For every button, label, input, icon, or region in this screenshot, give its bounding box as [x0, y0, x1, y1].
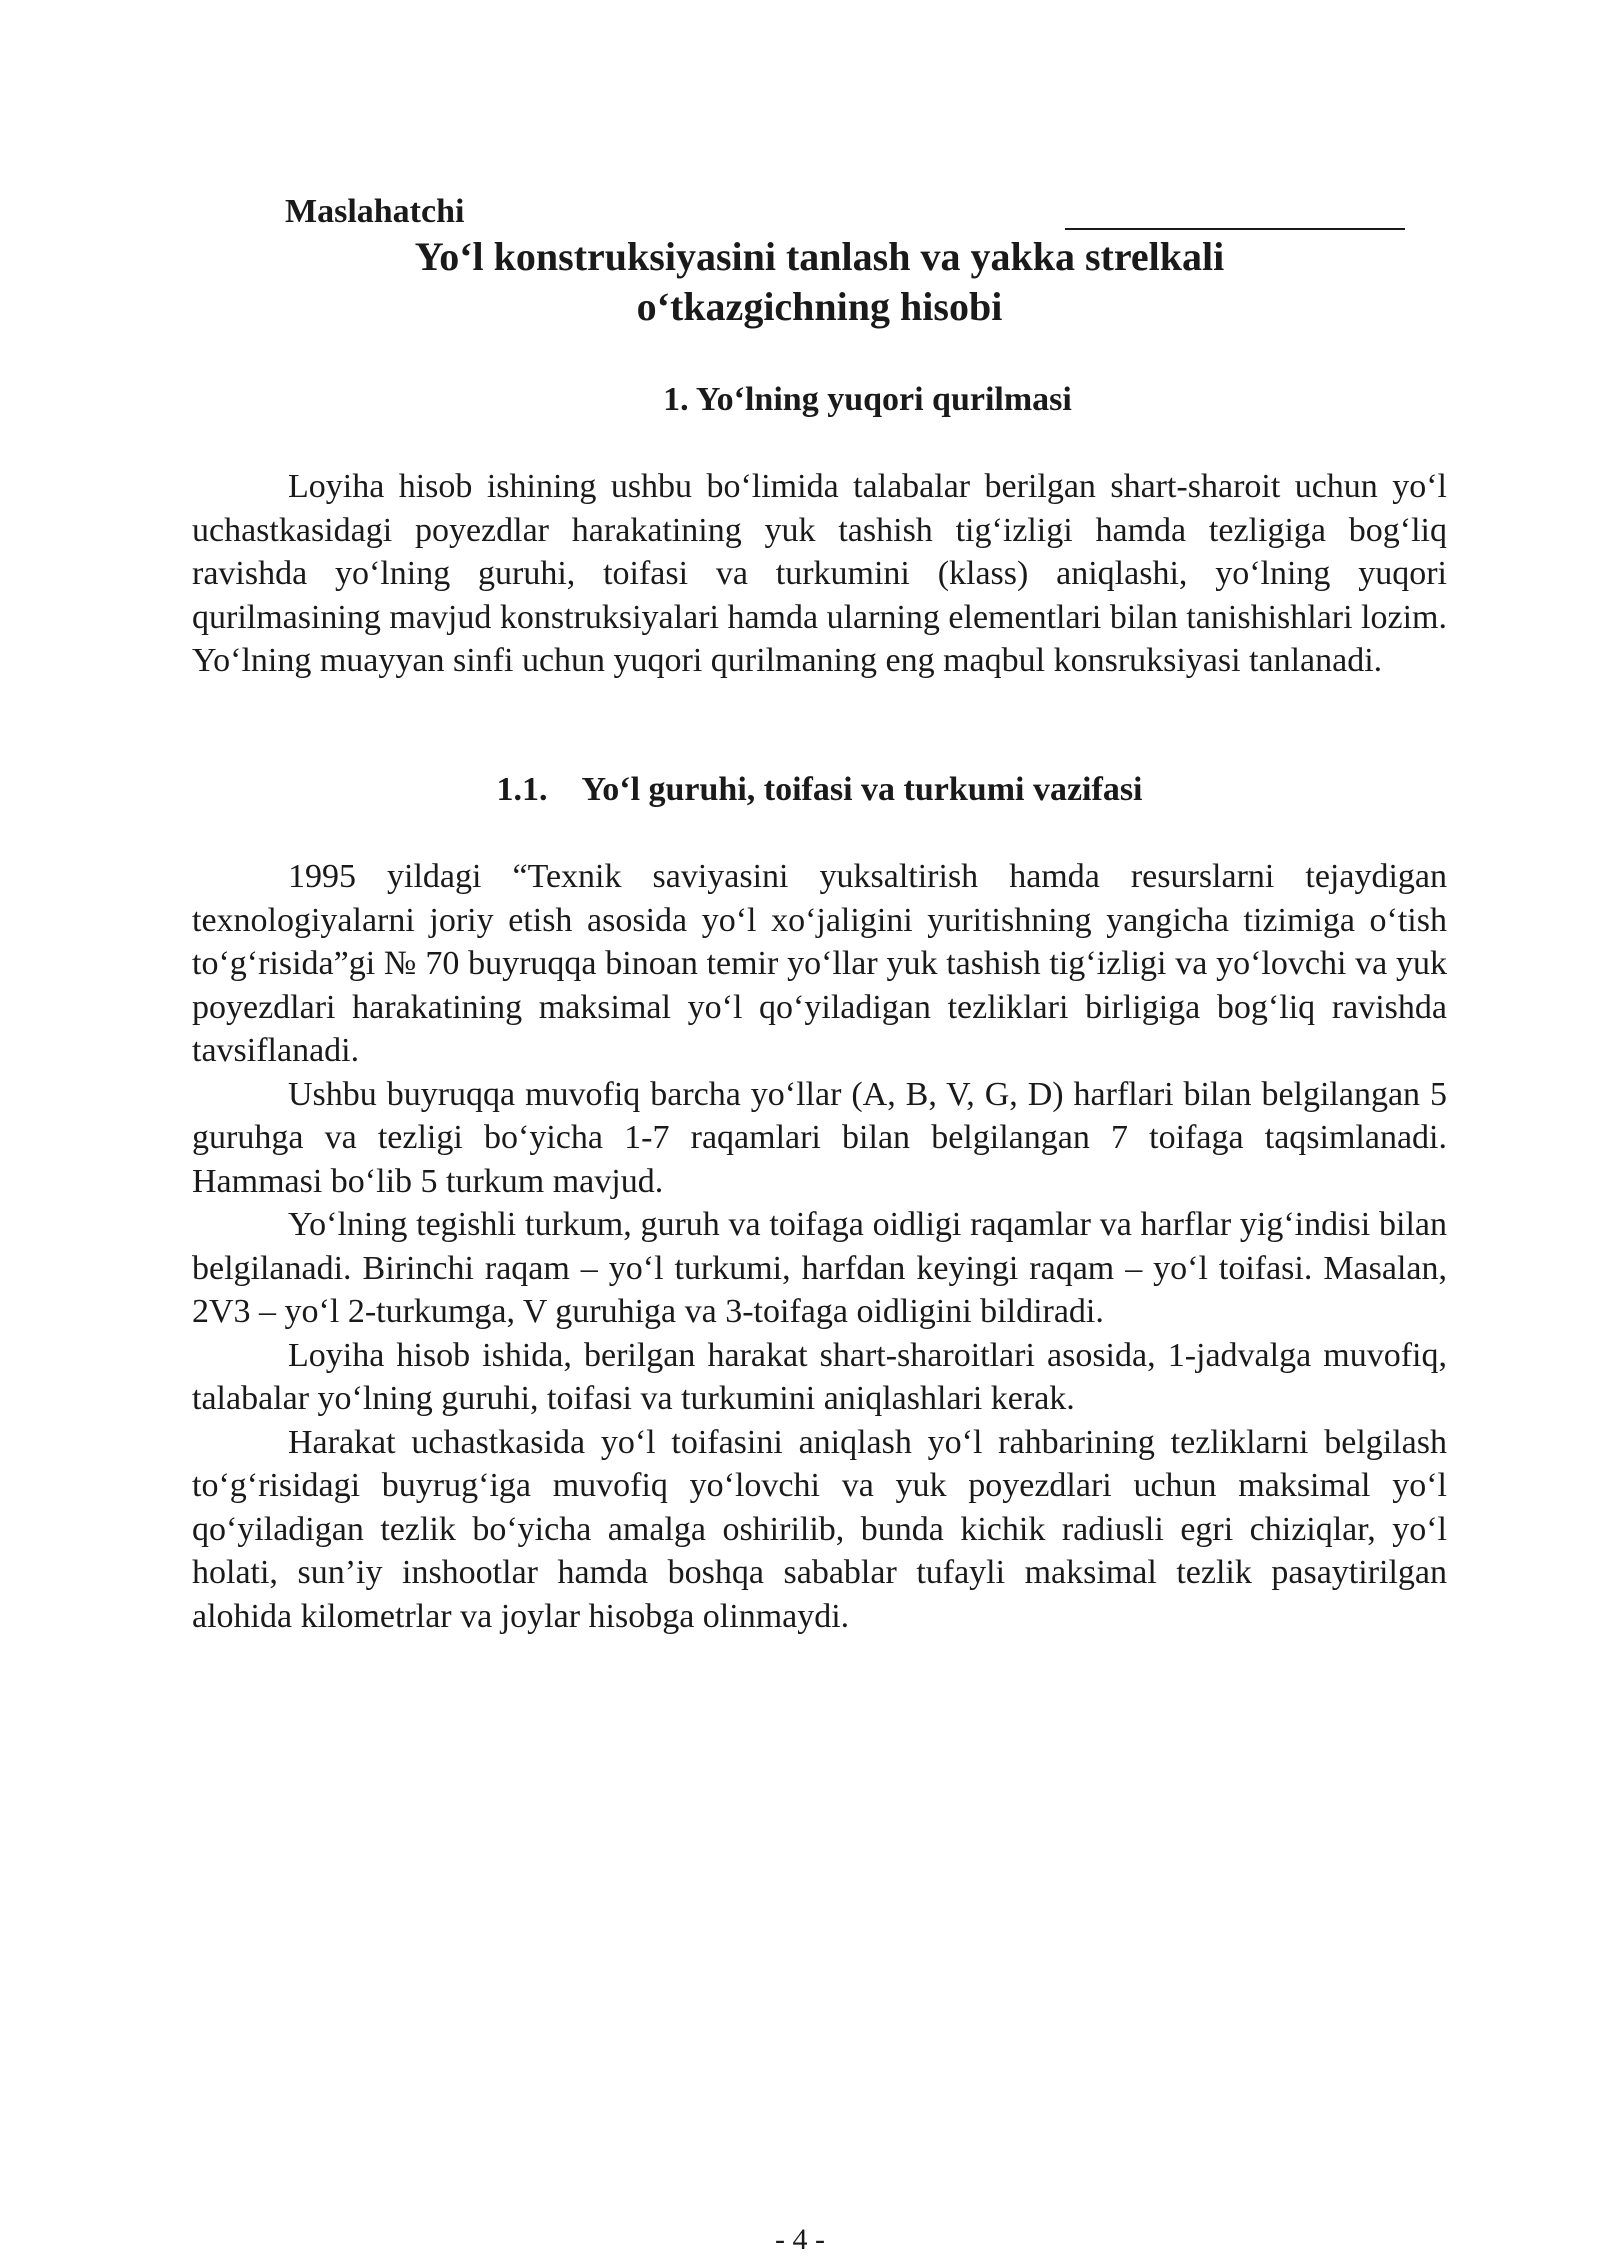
paragraph: 1995 yildagi “Texnik saviyasini yuksaltirish hamda resurslarni tejaydigan texnologiyalarni joriy etish asosida yo‘l xo‘jaligini yuritishning yangicha tizimiga o‘tish to‘g‘risida”gi № 70 buyruqqa binoan temir yo‘llar yuk tashish tig‘izligi va yo‘lovchi va yuk poyezdlari harakatining maksimal yo‘l qo‘yiladigan tezliklari birligiga bog‘liq ravishda tavsiflanadi. — [192, 858, 1447, 1069]
section-1-title: 1. Yo‘lning yuqori qurilmasi — [663, 381, 1072, 418]
page-number: - 4 - — [775, 2223, 825, 2256]
section-1-body — [192, 465, 1447, 683]
advisor-header — [285, 192, 1405, 232]
paragraph: Ushbu buyruqqa muvofiq barcha yo‘llar (A, B, V, G, D) harflari bilan belgilangan 5 guruhga va tezligi bo‘yicha 1-7 raqamlari bilan belgilangan 7 toifaga taqsimlanadi. Hammasi bo‘lib 5 turkum mavjud. — [192, 1075, 1447, 1200]
paragraph: Loyiha hisob ishida, berilgan harakat shart-sharoitlari asosida, 1-jadvalga muvofiq, talabalar yo‘lning guruhi, toifasi va turkumini aniqlashlari kerak. — [192, 1336, 1447, 1417]
signature-line — [1065, 228, 1405, 230]
section-1-1-title — [192, 770, 1447, 810]
paragraph: Yo‘lning tegishli turkum, guruh va toifaga oidligi raqamlar va harflar yig‘indisi bilan belgilanadi. Birinchi raqam – yo‘l turkumi, harfdan keyingi raqam – yo‘l toifasi. Masalan, 2V3 – yo‘l 2-turkumga, V guruhiga va 3-toifaga oidligini bildiradi. — [192, 1206, 1447, 1330]
page-title-line-1: Yo‘l konstruksiyasini tanlash va yakka strelkali — [414, 234, 1225, 279]
page-title-line-2: o‘tkazgichning hisobi — [636, 284, 1003, 329]
section-1-1-heading: Yo‘l guruhi, toifasi va turkumi vazifasi — [581, 771, 1143, 808]
paragraph: Loyiha hisob ishining ushbu bo‘limida talabalar berilgan shart-sharoit uchun yo‘l uchastkasidagi poyezdlar harakatining yuk tashish tig‘izligi hamda tezligiga bog‘liq ravishda yo‘lning guruhi, toifasi va turkumini (klass) aniqlashi, yo‘lning yuqori qurilmasining mavjud konstruksiyalari hamda ularning elementlari bilan tanishishlari lozim. Yo‘lning muayyan sinfi uchun yuqori qurilmaning eng maqbul konsruksiyasi tanlanadi. — [192, 468, 1447, 679]
advisor-label: Maslahatchi — [285, 193, 465, 230]
page-title — [192, 232, 1447, 332]
section-1-1-number: 1.1. — [496, 771, 548, 808]
section-1-1-body — [192, 855, 1447, 1638]
paragraph: Harakat uchastkasida yo‘l toifasini aniqlash yo‘l rahbarining tezliklarni belgilash to‘g‘risidagi buyrug‘iga muvofiq yo‘lovchi va yuk poyezdlari uchun maksimal yo‘l qo‘yiladigan tezlik bo‘yicha amalga oshirilib, bunda kichik radiusli egri chiziqlar, yo‘l holati, sun’iy inshootlar hamda boshqa sabablar tufayli maksimal tezlik pasaytirilgan alohida kilometrlar va joylar hisobga olinmaydi. — [192, 1423, 1447, 1635]
